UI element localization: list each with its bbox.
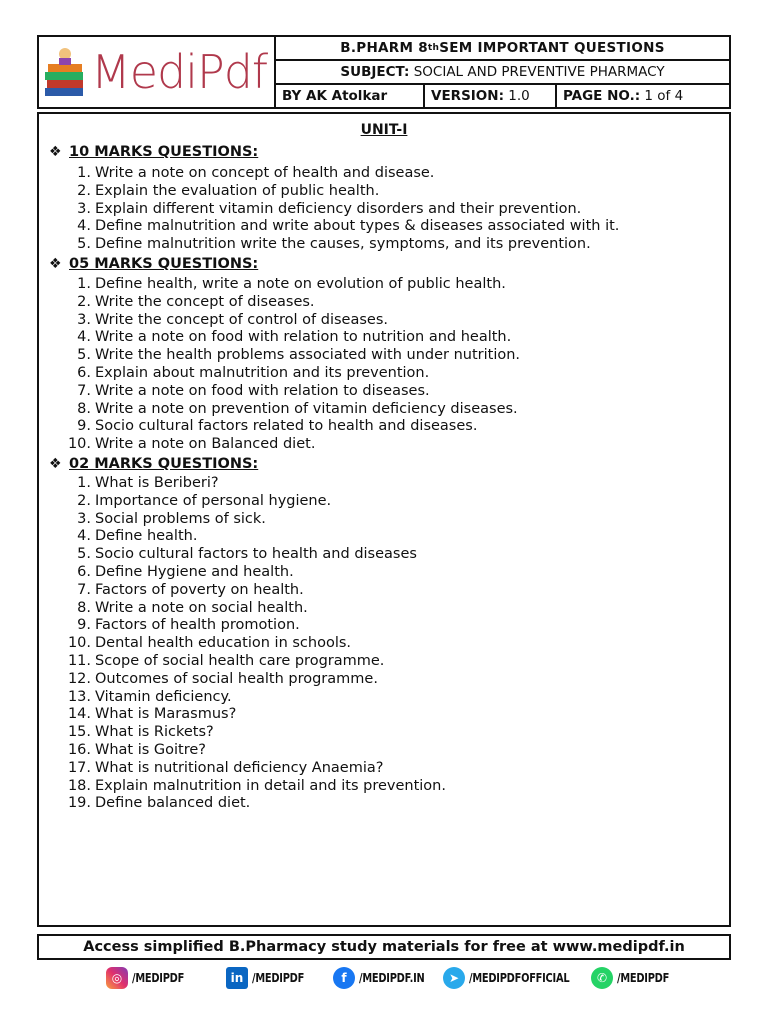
list-item-number: 19. <box>67 795 91 812</box>
list-item-text: Define Hygiene and health. <box>95 563 294 580</box>
social-links <box>0 964 768 992</box>
list-item-number: 5. <box>77 236 91 253</box>
section-heading-02-marks: ❖ 02 MARKS QUESTIONS: <box>49 456 259 472</box>
list-item-text: Dental health education in schools. <box>95 635 352 652</box>
list-item-text: Explain the evaluation of public health. <box>95 182 380 199</box>
list-item-number: 3. <box>77 311 91 328</box>
list-item <box>39 742 446 760</box>
list-item-text: Write the concept of diseases. <box>95 293 315 310</box>
list-item <box>39 276 520 294</box>
list-item <box>39 635 446 653</box>
list-item <box>39 671 446 689</box>
list-item <box>39 582 446 600</box>
unit-title: UNIT-I <box>360 122 408 138</box>
list-item-text: Explain malnutrition in detail and its prevention. <box>95 777 446 794</box>
list-item <box>39 653 446 671</box>
list-item <box>39 617 446 635</box>
list-item <box>39 401 520 419</box>
list-item-number: 4. <box>77 528 91 545</box>
list-item <box>39 218 619 236</box>
list-item <box>39 546 446 564</box>
list-item-text: What is Goitre? <box>95 741 206 758</box>
facebook-icon: f <box>333 967 355 989</box>
header-info <box>276 37 729 107</box>
list-item <box>39 778 446 796</box>
linkedin-icon: in <box>226 967 248 989</box>
list-item <box>39 236 619 254</box>
diamond-bullet-icon: ❖ <box>49 456 62 472</box>
list-item-text: What is Marasmus? <box>95 706 237 723</box>
list-item-number: 6. <box>77 364 91 381</box>
list-item <box>39 294 520 312</box>
list-item <box>39 528 446 546</box>
list-item-text: Importance of personal hygiene. <box>95 492 332 509</box>
list-item-number: 9. <box>77 617 91 634</box>
list-item-number: 1. <box>77 165 91 181</box>
list-item <box>39 365 520 383</box>
footer-text: Access simplified B.Pharmacy study materials for free at www.medipdf.in <box>83 939 685 955</box>
list-item-number: 3. <box>77 200 91 217</box>
list-item-text: Write a note on Balanced diet. <box>95 436 316 453</box>
list-item <box>39 600 446 618</box>
list-item-number: 17. <box>67 759 91 776</box>
question-list-02-marks <box>39 475 446 813</box>
list-item-number: 9. <box>77 418 91 435</box>
list-item-number: 8. <box>77 599 91 616</box>
list-item-number: 5. <box>77 347 91 364</box>
list-item <box>39 383 520 401</box>
social-telegram[interactable]: ➤ /MEDIPDFOFFICIAL <box>443 964 591 992</box>
version-cell: VERSION: 1.0 <box>425 85 557 107</box>
list-item-text: Scope of social health care programme. <box>95 652 385 669</box>
list-item <box>39 183 619 201</box>
list-item-number: 8. <box>77 400 91 417</box>
question-list-10-marks <box>39 165 619 254</box>
list-item-number: 3. <box>77 510 91 527</box>
list-item-text: Vitamin deficiency. <box>95 688 232 705</box>
list-item-number: 1. <box>77 276 91 292</box>
list-item-text: Social problems of sick. <box>95 510 266 527</box>
diamond-bullet-icon: ❖ <box>49 256 62 272</box>
list-item-number: 10. <box>67 436 91 453</box>
social-whatsapp[interactable]: ✆ /MEDIPDF <box>591 964 681 992</box>
list-item-text: Define balanced diet. <box>95 795 251 812</box>
books-logo-icon <box>43 44 87 100</box>
list-item-number: 16. <box>67 741 91 758</box>
list-item-number: 10. <box>67 635 91 652</box>
whatsapp-icon: ✆ <box>591 967 613 989</box>
list-item-text: Socio cultural factors related to health and diseases. <box>95 418 478 435</box>
section-heading-05-marks: ❖ 05 MARKS QUESTIONS: <box>49 256 259 272</box>
footer-banner <box>37 934 731 960</box>
list-item-number: 18. <box>67 777 91 794</box>
section-heading-10-marks: ❖ 10 MARKS QUESTIONS: <box>49 144 259 160</box>
list-item-number: 4. <box>77 218 91 235</box>
logo-text: MediPdf <box>91 45 268 99</box>
list-item <box>39 564 446 582</box>
list-item <box>39 329 520 347</box>
social-facebook[interactable]: f /MEDIPDF.IN <box>333 964 439 992</box>
list-item-text: What is nutritional deficiency Anaemia? <box>95 759 384 776</box>
social-linkedin[interactable]: in /MEDIPDF <box>226 964 316 992</box>
medipdf-logo <box>39 37 276 107</box>
list-item-number: 1. <box>77 475 91 491</box>
list-item-text: Define health, write a note on evolution of public health. <box>95 276 506 292</box>
meta-row <box>276 85 729 107</box>
list-item-text: Write the health problems associated with under nutrition. <box>95 347 521 364</box>
list-item-number: 14. <box>67 706 91 723</box>
list-item-text: Factors of poverty on health. <box>95 581 304 598</box>
list-item <box>39 795 446 813</box>
list-item <box>39 760 446 778</box>
list-item <box>39 475 446 493</box>
list-item-text: What is Beriberi? <box>95 475 219 491</box>
list-item-number: 4. <box>77 329 91 346</box>
list-item-text: Write a note on food with relation to diseases. <box>95 382 430 399</box>
list-item-text: Write a note on concept of health and disease. <box>95 165 435 181</box>
list-item-text: Write the concept of control of diseases. <box>95 311 388 328</box>
list-item-number: 2. <box>77 293 91 310</box>
list-item-number: 7. <box>77 581 91 598</box>
page-number-cell: PAGE NO.: 1 of 4 <box>563 88 684 104</box>
diamond-bullet-icon: ❖ <box>49 144 62 160</box>
document-title: B.PHARM 8 th SEM IMPORTANT QUESTIONS <box>276 37 729 61</box>
social-instagram[interactable]: ◎ /MEDIPDF <box>106 964 196 992</box>
list-item-text: Write a note on prevention of vitamin deficiency diseases. <box>95 400 518 417</box>
list-item <box>39 724 446 742</box>
list-item-number: 15. <box>67 724 91 741</box>
list-item-text: Write a note on food with relation to nutrition and health. <box>95 329 512 346</box>
list-item-number: 5. <box>77 546 91 563</box>
list-item-number: 13. <box>67 688 91 705</box>
list-item <box>39 511 446 529</box>
list-item-text: Define malnutrition write the causes, symptoms, and its prevention. <box>95 236 591 253</box>
list-item <box>39 706 446 724</box>
instagram-icon: ◎ <box>106 967 128 989</box>
list-item <box>39 165 619 183</box>
list-item-text: Outcomes of social health programme. <box>95 670 378 687</box>
document-header <box>37 35 731 109</box>
list-item-text: Explain different vitamin deficiency disorders and their prevention. <box>95 200 582 217</box>
list-item-number: 2. <box>77 182 91 199</box>
list-item <box>39 418 520 436</box>
list-item-text: Explain about malnutrition and its prevention. <box>95 364 430 381</box>
list-item <box>39 201 619 219</box>
list-item <box>39 493 446 511</box>
questions-panel <box>37 112 731 927</box>
list-item-text: Define health. <box>95 528 198 545</box>
question-list-05-marks <box>39 276 520 454</box>
list-item-text: Define malnutrition and write about types & diseases associated with it. <box>95 218 620 235</box>
list-item-number: 11. <box>67 652 91 669</box>
list-item <box>39 689 446 707</box>
list-item-number: 2. <box>77 492 91 509</box>
list-item <box>39 347 520 365</box>
author-cell: BY AK Atolkar <box>276 85 425 107</box>
list-item-number: 7. <box>77 382 91 399</box>
list-item-number: 6. <box>77 563 91 580</box>
list-item-number: 12. <box>67 670 91 687</box>
list-item <box>39 436 520 454</box>
list-item <box>39 312 520 330</box>
list-item-text: Write a note on social health. <box>95 599 308 616</box>
telegram-icon: ➤ <box>443 967 465 989</box>
list-item-text: Factors of health promotion. <box>95 617 300 634</box>
subject-line: SUBJECT: SOCIAL AND PREVENTIVE PHARMACY <box>276 61 729 85</box>
list-item-text: What is Rickets? <box>95 724 214 741</box>
list-item-text: Socio cultural factors to health and diseases <box>95 546 417 563</box>
